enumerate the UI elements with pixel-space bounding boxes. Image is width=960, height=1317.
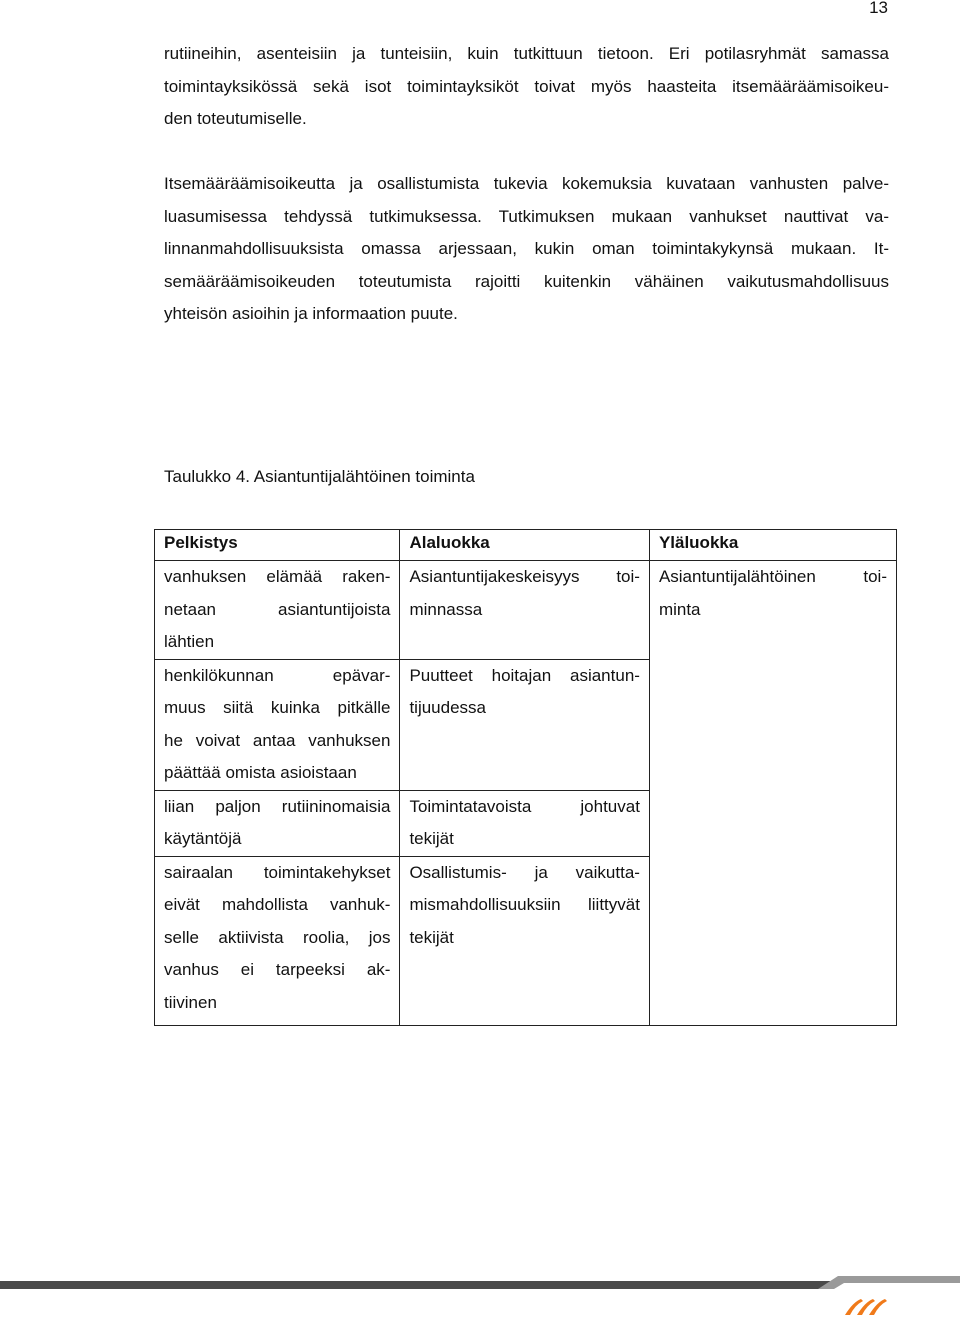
cell-line: muus siitä kuinka pitkälle (164, 698, 391, 717)
footer-bar-dark (0, 1281, 830, 1289)
cell-line: Asiantuntijakeskeisyys toi- (409, 567, 640, 586)
logo-icon (843, 1296, 891, 1316)
table-caption: Taulukko 4. Asiantuntijalähtöinen toiminta (164, 467, 475, 486)
cell-line: vanhus ei tarpeeksi ak- (164, 960, 391, 979)
paragraph-line: toimintayksikössä sekä isot toimintayksiköt toivat myös haasteita itsemääräämisoikeu- (164, 76, 889, 96)
cell-line: liian paljon rutiininomaisia (164, 796, 391, 816)
table-header-row (155, 530, 897, 561)
page-number: 13 (869, 0, 888, 17)
paragraph-line: linnanmahdollisuuksista omassa arjessaan, kukin oman toimintakykynsä mukaan. It- (164, 239, 889, 258)
cell-line: Puutteet hoitajan asiantun- (409, 665, 640, 685)
cell-line: netaan asiantuntijoista (164, 599, 391, 619)
cell-line: Osallistumis- ja vaikutta- (409, 862, 640, 882)
paragraph-line: semääräämisoikeuden toteutumista rajoitti kuitenkin vähäinen vaikutusmahdollisuus (164, 271, 889, 291)
cell-line: henkilökunnan epävar- (164, 665, 391, 685)
cell-alaluokka (400, 561, 649, 660)
cell-line: sairaalan toimintakehykset (164, 862, 391, 882)
paragraph-line: luasumisessa tehdyssä tutkimuksessa. Tutkimuksen mukaan vanhukset nauttivat va- (164, 206, 889, 226)
cell-line: tijuudessa (409, 698, 487, 717)
cell-line: he voivat antaa vanhuksen (164, 730, 391, 750)
header-ylaluokka: Yläluokka (649, 530, 896, 561)
cell-line: lähtien (164, 632, 215, 651)
paragraph-line: yhteisön asioihin ja informaation puute. (164, 304, 458, 323)
cell-line: tiivinen (164, 992, 217, 1012)
cell-line: vanhuksen elämää raken- (164, 567, 391, 586)
cell-pelkistys (155, 856, 400, 1026)
paragraph-line: Itsemääräämisoikeutta ja osallistumista tukevia kokemuksia kuvataan vanhusten palve- (164, 174, 889, 193)
header-alaluokka: Alaluokka (400, 530, 649, 561)
cell-line: käytäntöjä (164, 829, 242, 848)
cell-line: Asiantuntijalähtöinen toi- (658, 567, 887, 586)
cell-line: mismahdollisuuksiin liittyvät (409, 895, 640, 914)
paragraph-line: rutiineihin, asenteisiin ja tunteisiin, kuin tutkittuun tietoon. Eri potilasryhmät samassa (164, 44, 889, 63)
cell-line: minta (658, 599, 701, 619)
table-row (155, 561, 897, 660)
cell-line: tekijät (409, 927, 454, 947)
cell-line: tekijät (409, 829, 454, 848)
cell-line: Toimintatavoista johtuvat (409, 796, 640, 816)
paragraph-2 (164, 168, 889, 331)
cell-alaluokka (400, 856, 649, 1026)
cell-line: eivät mahdollista vanhuk- (164, 895, 391, 914)
footer-bar-swoosh (818, 1276, 960, 1289)
cell-line: päättää omista asioistaan (164, 763, 357, 782)
data-table (154, 529, 897, 1026)
cell-pelkistys (155, 659, 400, 790)
paragraph-1 (164, 38, 889, 136)
cell-alaluokka (400, 790, 649, 856)
footer-bar (0, 1276, 960, 1290)
cell-ylaluokka (649, 561, 896, 1026)
cell-line: selle aktiivista roolia, jos (164, 927, 391, 947)
cell-pelkistys (155, 561, 400, 660)
paragraph-line: den toteutumiselle. (164, 109, 307, 128)
cell-line: minnassa (409, 599, 483, 619)
header-pelkistys: Pelkistys (155, 530, 400, 561)
cell-pelkistys (155, 790, 400, 856)
cell-alaluokka (400, 659, 649, 790)
